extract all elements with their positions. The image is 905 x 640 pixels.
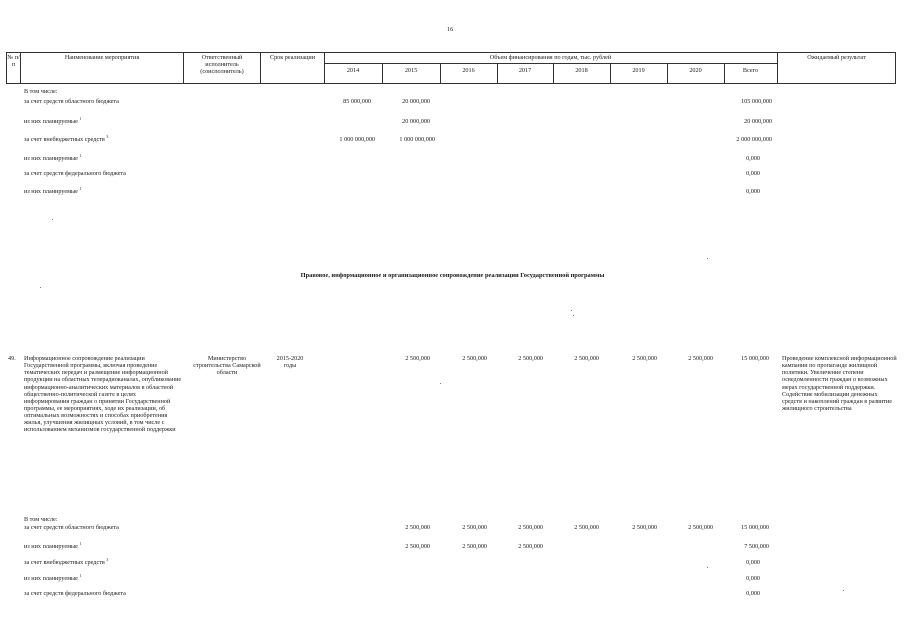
scan-speck xyxy=(707,567,708,568)
label-text: из них планируемые xyxy=(24,575,78,582)
block2-label-federal: за счет средств федерального бюджета xyxy=(24,590,126,597)
block1-label-planned xyxy=(24,152,82,162)
block2-cell: 7 500,000 xyxy=(744,543,769,550)
label-text: из них планируемые xyxy=(24,155,78,162)
scan-speck xyxy=(707,258,708,259)
footnote-mark: 1 xyxy=(79,152,82,158)
block1-cell: 1 000 000,000 xyxy=(399,136,435,143)
item-cell: 15 000,000 xyxy=(741,355,769,362)
table-header xyxy=(6,52,896,84)
block1-cell: 2 000 000,000 xyxy=(736,136,772,143)
block1-label-planned xyxy=(24,185,82,195)
block2-label-regional: за счет средств областного бюджета xyxy=(24,524,119,531)
item-cell: 2 500,000 xyxy=(462,355,487,362)
item-number: 49. xyxy=(8,355,16,362)
block2-cell: 0,000 xyxy=(746,559,760,566)
header-year: 2015 xyxy=(404,67,418,74)
item-term: 2015-2020 годы xyxy=(276,355,304,370)
block2-cell: 2 500,000 xyxy=(462,543,487,550)
block1-cell: 85 000,000 xyxy=(343,98,371,105)
header-total: Всего xyxy=(742,67,759,74)
block2-cell: 0,000 xyxy=(746,575,760,582)
block1-label-extrabudget xyxy=(24,133,109,143)
block1-cell: 0,000 xyxy=(746,170,760,177)
block2-label-planned xyxy=(24,540,82,550)
header-year: 2016 xyxy=(462,67,475,74)
block2-cell: 2 500,000 xyxy=(688,524,713,531)
footnote-mark: 1 xyxy=(79,115,82,121)
header-col-name: Наименование мероприятия xyxy=(64,54,140,61)
header-year: 2020 xyxy=(689,67,702,74)
label-text: из них планируемые xyxy=(24,543,78,550)
scan-speck xyxy=(52,219,53,220)
header-col-result: Ожидаемый результат xyxy=(807,54,866,61)
block1-cell: 1 000 000,000 xyxy=(339,136,375,143)
footnote-mark: 3 xyxy=(106,556,109,562)
footnote-mark: 1 xyxy=(79,572,82,578)
block2-cell: 2 500,000 xyxy=(574,524,599,531)
item-cell: 2 500,000 xyxy=(574,355,599,362)
block1-label-planned xyxy=(24,115,82,125)
block2-cell: 0,000 xyxy=(746,590,760,597)
block1-label-federal: за счет средств федерального бюджета xyxy=(24,170,126,177)
block2-cell: 2 500,000 xyxy=(462,524,487,531)
block1-cell: 20 000,000 xyxy=(402,98,430,105)
block2-cell: 2 500,000 xyxy=(632,524,657,531)
block1-cell: 0,000 xyxy=(746,155,760,162)
item-cell: 2 500,000 xyxy=(405,355,430,362)
block1-cell: 20 000,000 xyxy=(402,118,430,125)
block2-cell: 2 500,000 xyxy=(518,524,543,531)
label-text: из них планируемые xyxy=(24,118,78,125)
header-year: 2017 xyxy=(518,67,532,74)
item-responsible: Министерство строительства Самарской области xyxy=(193,355,261,377)
block1-cell: 0,000 xyxy=(746,188,760,195)
scan-speck xyxy=(573,315,574,316)
label-text: за счет внебюджетных средств xyxy=(24,136,105,143)
scan-speck xyxy=(571,310,572,311)
header-year: 2018 xyxy=(575,67,588,74)
block1-cell: 105 000,000 xyxy=(741,98,772,105)
block1-label-regional: за счет средств областного бюджета xyxy=(24,98,119,105)
label-text: из них планируемые xyxy=(24,188,78,195)
block1-cell: 20 000,000 xyxy=(744,118,772,125)
scan-speck xyxy=(40,287,41,288)
block2-label-extrabudget xyxy=(24,556,109,566)
header-col-term: Срок реализации xyxy=(269,54,316,61)
block2-label-including: В том числе: xyxy=(24,516,58,523)
scan-speck xyxy=(440,383,441,384)
block2-label-planned xyxy=(24,572,82,582)
footnote-mark: 3 xyxy=(106,133,109,139)
header-col-responsible: Ответственный исполнитель (соисполнитель) xyxy=(200,54,244,76)
item-cell: 2 500,000 xyxy=(632,355,657,362)
header-col-number: № п/п xyxy=(7,54,20,69)
block2-cell: 2 500,000 xyxy=(405,543,430,550)
block1-label-including: В том числе: xyxy=(24,88,58,95)
item-cell: 2 500,000 xyxy=(688,355,713,362)
block2-cell: 15 000,000 xyxy=(741,524,769,531)
section-title: Правовое, информационное и организационное сопровождение реализации Государственной программы xyxy=(300,272,605,279)
scan-speck xyxy=(843,590,844,591)
page-number: 16 xyxy=(447,26,454,33)
footnote-mark: 1 xyxy=(79,185,82,191)
label-text: за счет внебюджетных средств xyxy=(24,559,105,566)
item-name: Информационное сопровождение реализации Государственной программы, включая проведение тематических передач и размещение информационной продукции на областных телерадиоканалах, опубликование информационно-аналитических материалов в областной общественно-политической газете в целях информирования граждан о принятии Государственной программы, ее мероприятиях, ходе их реализации, об оптимальных возможностях и способах приобретения жилья, улучшения жилищных условий, в том числе с использованием механизмов государственной поддержки xyxy=(24,355,182,434)
item-cell: 2 500,000 xyxy=(518,355,543,362)
item-result: Проведение комплексной информационной кампании по пропаганде жилищной политики. Увеличение степени осведомленности граждан о возможных мерах государственной поддержки. Содействие мобилизации денежных средств и накоплений граждан в развитие жилищного строительства xyxy=(782,355,897,412)
block2-cell: 2 500,000 xyxy=(405,524,430,531)
header-year: 2019 xyxy=(632,67,645,74)
header-year: 2014 xyxy=(346,67,360,74)
block2-cell: 2 500,000 xyxy=(518,543,543,550)
footnote-mark: 1 xyxy=(79,540,82,546)
header-col-financing: Объем финансирования по годам, тыс. рублей xyxy=(489,54,612,61)
